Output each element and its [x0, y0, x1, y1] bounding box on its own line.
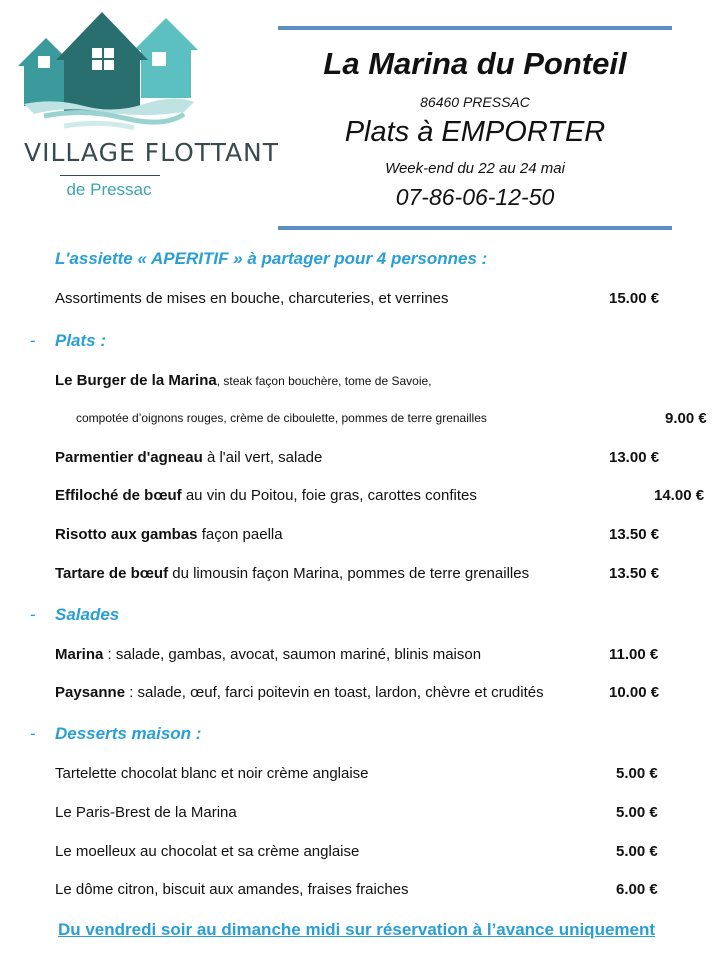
- item-desc: façon paella: [197, 526, 283, 543]
- list-item: Le moelleux au chocolat et sa crème anglaise: [55, 843, 360, 860]
- list-item: [55, 565, 529, 582]
- item-desc: au vin du Poitou, foie gras, carottes confites: [181, 487, 477, 504]
- logo-sub: de Pressac: [66, 180, 152, 199]
- logo-divider: [60, 175, 160, 176]
- logo: [14, 8, 280, 208]
- salades-title: Salades: [55, 605, 120, 624]
- list-item: [55, 372, 432, 389]
- houses-logo-icon: [14, 8, 204, 143]
- plats-heading: Plats à EMPORTER: [344, 116, 606, 148]
- reservation-notice: Du vendredi soir au dimanche midi sur réservation à l’avance uniquement: [57, 920, 656, 939]
- item-desc: : salade, œuf, farci poitevin en toast, lardon, chèvre et crudités: [125, 684, 544, 701]
- item-price: 9.00 €: [665, 410, 707, 427]
- item-name: Effiloché de bœuf: [55, 487, 182, 504]
- item-price: 10.00 €: [609, 684, 660, 701]
- header-top-rule: [278, 26, 672, 30]
- phone-number: 07-86-06-12-50: [395, 184, 555, 210]
- item-price: 5.00 €: [616, 843, 658, 860]
- list-item: Tartelette chocolat blanc et noir crème anglaise: [55, 765, 369, 782]
- item-price: 6.00 €: [616, 881, 658, 898]
- aperitif-item: Assortiments de mises en bouche, charcuteries, et verrines: [55, 290, 449, 307]
- item-price: 13.50 €: [609, 526, 660, 543]
- item-name: Marina: [55, 646, 104, 663]
- zip-code: 86460 PRESSAC: [420, 94, 530, 110]
- header: [278, 26, 672, 232]
- item-desc-continued: compotée d’oignons rouges, crème de ciboulette, pommes de terre grenailles: [76, 411, 487, 425]
- item-price: 5.00 €: [616, 765, 658, 782]
- page-title: La Marina du Ponteil: [323, 46, 627, 81]
- item-price: 14.00 €: [654, 487, 705, 504]
- item-name: Paysanne: [55, 684, 126, 701]
- list-item: [55, 684, 544, 701]
- logo-name: VILLAGE FLOTTANT: [24, 138, 280, 167]
- item-desc: , steak façon bouchère, tome de Savoie,: [216, 374, 432, 388]
- salades-dash: -: [30, 605, 36, 624]
- item-desc: : salade, gambas, avocat, saumon mariné, blinis maison: [103, 646, 482, 663]
- aperitif-price: 15.00 €: [609, 290, 660, 307]
- item-price: 11.00 €: [609, 646, 659, 663]
- list-item: [55, 646, 481, 663]
- list-item: Le Paris-Brest de la Marina: [55, 804, 237, 821]
- list-item: [55, 449, 322, 466]
- item-price: 13.00 €: [609, 449, 660, 466]
- plats-dash: -: [30, 331, 36, 350]
- desserts-dash: -: [30, 724, 36, 743]
- list-item: [55, 487, 477, 504]
- aperitif-title: L'assiette « APERITIF » à partager pour 4 personnes :: [55, 249, 488, 268]
- item-name: Parmentier d'agneau: [55, 449, 203, 466]
- list-item: [55, 526, 283, 543]
- item-price: 5.00 €: [616, 804, 658, 821]
- item-price: 13.50 €: [609, 565, 660, 582]
- plats-title: Plats :: [55, 331, 107, 350]
- week-dates: Week-end du 22 au 24 mai: [385, 160, 565, 177]
- item-desc: à l'ail vert, salade: [202, 449, 323, 466]
- desserts-title: Desserts maison :: [55, 724, 202, 743]
- item-desc: du limousin façon Marina, pommes de terre grenailles: [168, 565, 530, 582]
- list-item: Le dôme citron, biscuit aux amandes, fraises fraiches: [55, 881, 409, 898]
- item-name: Tartare de bœuf: [55, 565, 169, 582]
- item-name: Le Burger de la Marina: [55, 372, 217, 389]
- item-name: Risotto aux gambas: [55, 526, 198, 543]
- header-bottom-rule: [278, 226, 672, 230]
